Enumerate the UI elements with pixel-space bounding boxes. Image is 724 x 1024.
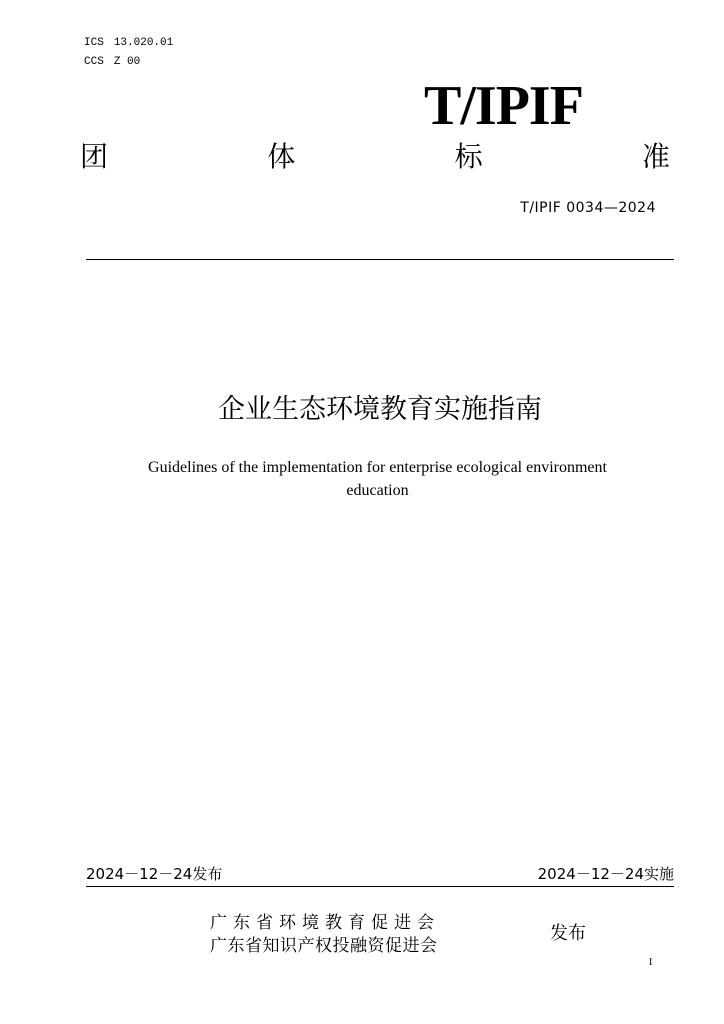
document-title-english xyxy=(120,456,635,502)
footer-divider xyxy=(86,886,674,887)
standard-type xyxy=(80,140,670,174)
standard-type-char: 标 xyxy=(454,140,483,173)
english-title-line: Guidelines of the implementation for enterprise ecological environment xyxy=(148,459,607,476)
publish-date: 2024－12－24发布 xyxy=(86,865,223,883)
standard-number: T/IPIF 0034—2024 xyxy=(520,200,656,216)
standard-brand: T/IPIF xyxy=(424,75,583,137)
english-title-line: education xyxy=(346,482,409,499)
standard-type-char: 准 xyxy=(641,140,670,173)
standard-type-char: 团 xyxy=(80,140,109,173)
ccs-value: Z 00 xyxy=(113,56,141,68)
ccs-code xyxy=(84,55,140,69)
header-divider xyxy=(86,259,674,260)
standard-type-char: 体 xyxy=(267,140,296,173)
ics-value: 13.020.01 xyxy=(113,37,174,49)
document-title-chinese: 企业生态环境教育实施指南 xyxy=(218,394,542,425)
ics-code xyxy=(84,36,173,50)
ics-label: ICS xyxy=(84,37,104,49)
publish-label: 发布 xyxy=(550,923,586,944)
ccs-label: CCS xyxy=(84,56,104,68)
issuer-name: 广东省环境教育促进会 xyxy=(210,913,440,933)
implement-date: 2024－12－24实施 xyxy=(537,865,674,883)
page-number: I xyxy=(649,957,653,968)
issuer-name: 广东省知识产权投融资促进会 xyxy=(210,936,438,956)
